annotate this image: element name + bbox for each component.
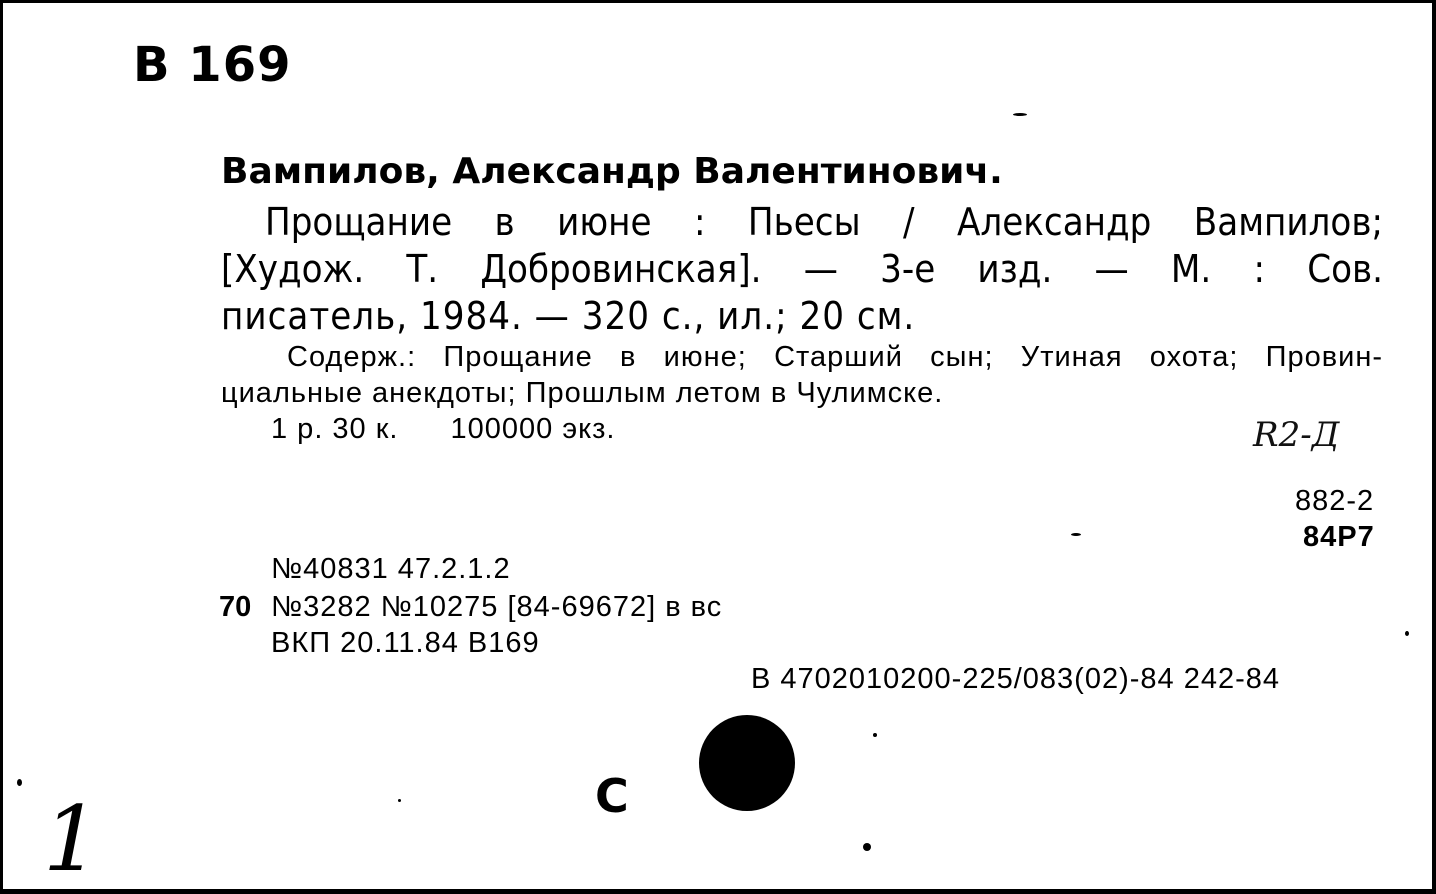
speck: [1405, 631, 1409, 636]
contents-note: [221, 339, 1383, 411]
description-line: [Худож. Т. Добровинская]. — 3-е изд. — М. : Сов.: [221, 247, 1383, 291]
register-prefix: 70: [219, 591, 252, 623]
bibliographic-description: [221, 199, 1383, 340]
author-heading: Вампилов, Александр Валентинович.: [221, 151, 1003, 192]
contents-line: циальные анекдоты; Прошлым летом в Чулимске.: [221, 377, 944, 409]
speck: [863, 843, 871, 851]
print-run: 100000 экз.: [450, 413, 616, 445]
author-mark: 84Р7: [1303, 521, 1375, 553]
handwritten-shelf-mark: R2-Д: [1253, 415, 1340, 455]
stamp-letter: С: [595, 769, 629, 823]
handwritten-number: 1: [43, 787, 101, 892]
register-line-1: №40831 47.2.1.2: [271, 553, 511, 585]
speck: [398, 799, 401, 802]
register-line-2: №3282 №10275 [84-69672] в вс: [271, 591, 723, 623]
shelfmark: В 169: [133, 37, 292, 93]
description-line: писатель, 1984. — 320 с., ил.; 20 см.: [221, 294, 916, 338]
classification-index: 882-2: [1295, 485, 1375, 517]
speck: [17, 779, 22, 786]
punch-hole-dot: [699, 715, 795, 811]
speck: [1013, 113, 1027, 116]
speck: [873, 733, 877, 737]
price: 1 р. 30 к.: [271, 413, 399, 445]
price-line: [271, 413, 616, 446]
publisher-code: В 4702010200-225/083(02)-84 242-84: [751, 663, 1281, 695]
description-line: Прощание в июне : Пьесы / Александр Вампилов;: [265, 200, 1383, 244]
contents-line: Содерж.: Прощание в июне; Старший сын; Утиная охота; Провин-: [287, 341, 1383, 373]
speck: [1071, 533, 1081, 536]
register-line-3: ВКП 20.11.84 В169: [271, 627, 540, 659]
